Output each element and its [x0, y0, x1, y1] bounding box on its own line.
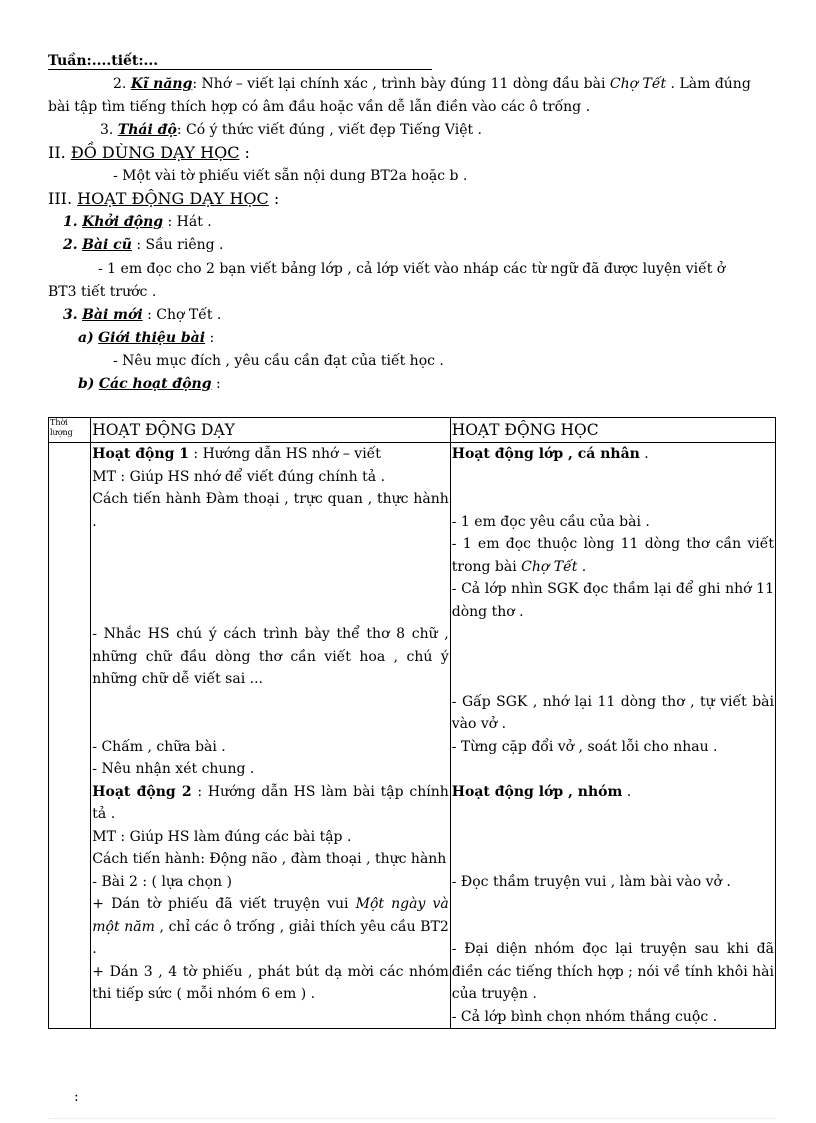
teacher-activity-1-grade: - Chấm , chữa bài .: [92, 738, 226, 755]
student-activity-1-label: Hoạt động lớp , cá nhân: [451, 446, 640, 462]
student-step-6: - Đọc thầm truyện vui , làm bài vào vở .: [451, 873, 731, 890]
teacher-activity-2-label: Hoạt động 2: [92, 783, 192, 800]
footer-colon: :: [74, 1089, 79, 1105]
teacher-activity-1-note: - Nhắc HS chú ý cách trình bày thể thơ 8 chữ , những chữ đầu dòng thơ cần viết hoa , chú ý những chữ dễ viết sai ...: [92, 626, 449, 687]
skill-line-2: bài tập tìm tiếng thích hợp có âm đầu hoặc vần dễ lẫn điền vào các ô trống .: [48, 99, 591, 115]
intro-detail: - Nêu mục đích , yêu cầu cần đạt của tiết học .: [113, 353, 444, 369]
teacher-activity-2-step-2: + Dán 3 , 4 tờ phiếu , phát bút dạ mời các nhóm thi tiếp sức ( mỗi nhóm 6 em ) .: [92, 963, 449, 1002]
activities-line: b) Các hoạt động :: [78, 376, 221, 392]
table-header-row: [49, 418, 776, 443]
column-header-teacher: HOẠT ĐỘNG DẠY: [91, 418, 450, 443]
header-rule: [48, 69, 432, 70]
section-2-item: - Một vài tờ phiếu viết sẵn nội dung BT2a hoặc b .: [113, 168, 468, 184]
skill-line-1: 2. Kĩ năng: Nhớ – viết lại chính xác , trình bày đúng 11 dòng đầu bài Chợ Tết . Làm đúng: [113, 76, 751, 92]
student-step-4: - Gấp SGK , nhớ lại 11 dòng thơ , tự viết bài vào vở .: [451, 693, 774, 732]
page-bottom-rule: [48, 1118, 776, 1119]
time-cell: [49, 443, 91, 1029]
teacher-activity-1-label: Hoạt động 1: [92, 446, 189, 462]
teacher-cell: Hoạt động 1 : Hướng dẫn HS nhớ – viết MT : Giúp HS nhớ để viết đúng chính tả . Cách tiến hành Đàm thoại , trực quan , thực hành . - Nhắc HS chú ý cách trình bày thể thơ 8 chữ , những chữ đầu dòng thơ cần viết hoa , chú ý những chữ dễ viết sai ... - Chấm , chữa bài . - Nêu nhận xét chung . Hoạt động 2 : Hướng dẫn HS làm bài tập chính tả . MT : Giúp HS làm đúng các bài tập . Cách tiến hành: Động não , đàm thoại , thực hành - Bài 2 : ( lựa chọn ) + Dán tờ phiếu đã viết truyện vui Một ngày và một năm , chỉ các ô trống , giải thích yêu cầu BT2 . + Dán 3 , 4 tờ phiếu , phát bút dạ mời các nhóm thi tiếp sức ( mỗi nhóm 6 em ) .: [91, 443, 450, 1029]
new-lesson-line: 3. Bài mới : Chợ Tết .: [63, 307, 222, 323]
attitude-line: 3. Thái độ: Có ý thức viết đúng , viết đẹp Tiếng Việt .: [100, 122, 483, 138]
teacher-activity-1-goal: MT : Giúp HS nhớ để viết đúng chính tả .: [92, 468, 386, 485]
teacher-activity-1-comment: - Nêu nhận xét chung .: [92, 761, 255, 777]
student-step-7: - Đại diện nhóm đọc lại truyện sau khi đã điền các tiếng thích hợp ; nói về tính khôi hài của truyện .: [451, 941, 774, 1002]
student-step-8: - Cả lớp bình chọn nhóm thắng cuộc .: [451, 1008, 718, 1025]
student-step-2: - 1 em đọc thuộc lòng 11 dòng thơ cần viết trong bài Chợ Tết .: [451, 536, 774, 575]
teacher-activity-2-method: Cách tiến hành: Động não , đàm thoại , thực hành: [92, 851, 447, 867]
skill-title: Chợ Tết: [609, 76, 667, 92]
warmup-line: 1. Khởi động : Hát .: [63, 214, 212, 230]
skill-label: Kĩ năng: [130, 76, 193, 92]
section-2-heading: II. ĐỒ DÙNG DẠY HỌC :: [48, 143, 250, 162]
teacher-activity-2-step-1: + Dán tờ phiếu đã viết truyện vui Một ngày và một năm , chỉ các ô trống , giải thích yêu cầu BT2 .: [92, 896, 449, 957]
teacher-activity-2-goal: MT : Giúp HS làm đúng các bài tập .: [92, 828, 352, 845]
section-3-heading: III. HOẠT ĐỘNG DẠY HỌC :: [48, 189, 280, 208]
table-row: [49, 443, 776, 1029]
column-header-time: Thời lượng: [49, 418, 91, 443]
attitude-label: Thái độ: [117, 122, 177, 138]
student-step-3: - Cả lớp nhìn SGK đọc thầm lại để ghi nhớ 11 dòng thơ .: [451, 581, 774, 620]
student-step-5: - Từng cặp đổi vở , soát lỗi cho nhau .: [451, 738, 718, 755]
column-header-student: HOẠT ĐỘNG HỌC: [450, 418, 775, 443]
week-header: Tuần:....tiết:...: [48, 53, 159, 69]
teacher-activity-2-exercise: - Bài 2 : ( lựa chọn ): [92, 873, 232, 890]
review-line: 2. Bài cũ : Sầu riêng .: [63, 237, 224, 253]
activities-table: [48, 417, 776, 1029]
review-detail-2: BT3 tiết trước .: [48, 284, 157, 300]
student-activity-2-label: Hoạt động lớp , nhóm: [451, 783, 623, 800]
student-cell: Hoạt động lớp , cá nhân . - 1 em đọc yêu cầu của bài . - 1 em đọc thuộc lòng 11 dòng thơ cần viết trong bài Chợ Tết . - Cả lớp nhìn SGK đọc thầm lại để ghi nhớ 11 dòng thơ . - Gấp SGK , nhớ lại 11 dòng thơ , tự viết bài vào vở . - Từng cặp đổi vở , soát lỗi cho nhau . Hoạt động lớp , nhóm . - Đọc thầm truyện vui , làm bài vào vở . - Đại diện nhóm đọc lại truyện sau khi đã điền các tiếng thích hợp ; nói về tính khôi hài của truyện . - Cả lớp bình chọn nhóm thắng cuộc .: [450, 443, 775, 1029]
intro-line: a) Giới thiệu bài :: [78, 330, 215, 346]
review-detail-1: - 1 em đọc cho 2 bạn viết bảng lớp , cả lớp viết vào nháp các từ ngữ đã được luyện viết ở: [98, 261, 726, 277]
student-step-1: - 1 em đọc yêu cầu của bài .: [451, 513, 650, 530]
teacher-activity-1-method: Cách tiến hành Đàm thoại , trực quan , thực hành .: [92, 491, 449, 530]
